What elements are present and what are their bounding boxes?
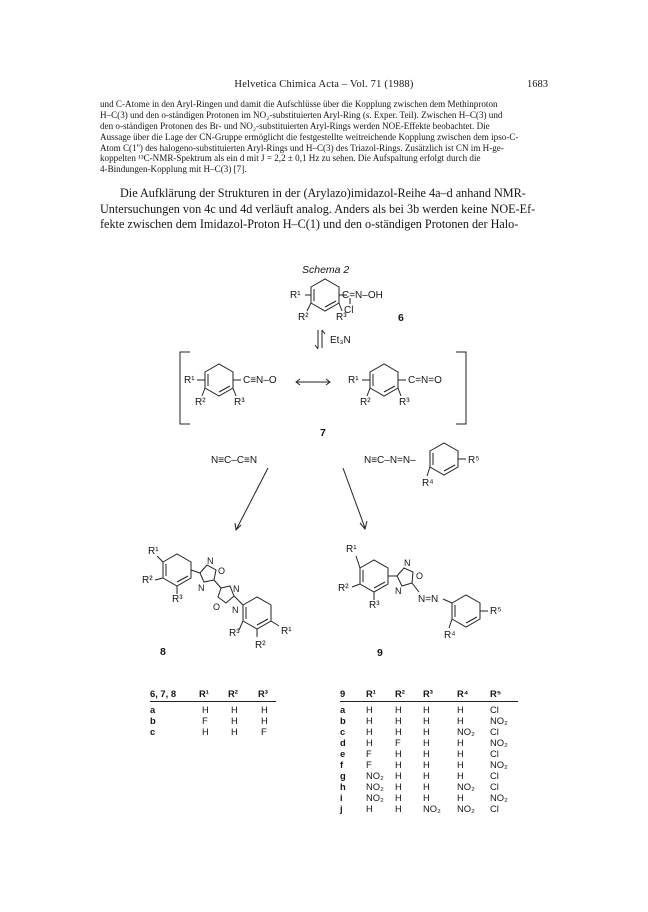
table-cell: H [423,737,430,748]
table-cell: H [423,781,430,792]
oxime-group: C=N–OH [342,290,383,301]
table-cell: H [366,715,373,726]
table-cell: H [395,704,402,715]
table-cell: H [261,704,268,715]
text-line: Aussage über die Lage der CN-Gruppe ermöglicht die festgestellte weitreichende Kopplung zwischen dem ipso-C- [100,131,519,142]
text-line: H–C(3) und den o-ständigen Protonen im NO₂-substituierten Aryl-Ring (s. Exper. Teil). Zwischen H–C(3) und [100,109,503,120]
table-cell: Cl [490,748,499,759]
scheme-title: Schema 2 [302,264,350,276]
table-cell: NO₂ [490,715,508,726]
table-header-cell: R⁵ [490,688,502,699]
substituent-label: R² [298,312,309,323]
table-rule [340,701,518,702]
table-header-cell: R³ [423,688,433,699]
nitrile-oxide-b: C=N=O [408,375,442,386]
table-cell: Cl [490,726,499,737]
ring-nitrogen: N [395,586,402,596]
table-header-cell: R² [395,688,405,699]
table-cell: NO₂ [490,737,508,748]
table-cell: H [457,792,464,803]
table-cell: H [366,803,373,814]
table-cell: H [457,715,464,726]
reagent-label: Et₃N [330,335,351,346]
table-cell: H [457,704,464,715]
compound-label-7: 7 [320,427,326,439]
substituent-label: R¹ [148,546,159,557]
substituent-label: R³ [229,628,240,639]
substituent-table-6-7-8 [150,688,276,740]
table-cell: H [395,748,402,759]
table-cell: Cl [490,803,499,814]
ring-nitrogen: N [404,558,411,568]
table-cell: H [366,737,373,748]
table-cell: Cl [490,770,499,781]
table-cell: H [423,759,430,770]
table-header-cell: R¹ [366,688,376,699]
table-cell: H [423,748,430,759]
journal-title: Helvetica Chimica Acta – Vol. 71 (1988) [234,79,414,90]
substituent-label: R¹ [348,375,359,386]
table-cell: H [366,704,373,715]
azo-nitrile: N≡C–N=N– [364,455,416,466]
table-cell: H [395,715,402,726]
table-cell: b [340,715,346,726]
table-cell: NO₂ [366,792,384,803]
table-cell: H [202,726,209,737]
table-cell: g [340,770,346,781]
substituent-label: R¹ [184,375,195,386]
cyanogen: N≡C–C≡N [211,455,258,466]
table-cell: NO₂ [457,726,475,737]
substituent-label: R² [338,583,349,594]
page-number: 1683 [527,79,548,90]
substituent-label: R² [360,397,371,408]
compound-label-6: 6 [398,312,404,324]
table-cell: H [395,759,402,770]
substituent-label: R¹ [346,544,357,555]
table-cell: F [366,759,372,770]
table-cell: NO₂ [457,781,475,792]
table-cell: H [423,770,430,781]
table-header-cell: 9 [340,688,346,699]
text-line: koppelten ¹³C-NMR-Spektrum als ein d mit J = 2,2 ± 0,1 Hz zu sehen. Die Aufspaltung erfolgt durch die [100,153,481,164]
ring-oxygen: O [218,566,226,576]
table-rule [150,701,276,702]
table-cell: H [395,792,402,803]
table-cell: NO₂ [490,792,508,803]
substituent-label: R³ [234,397,245,408]
table-cell: H [395,726,402,737]
table-cell: Cl [490,704,499,715]
substituent-label: R² [142,575,153,586]
table-cell: NO₂ [490,759,508,770]
substituent-label: R⁵ [468,455,480,466]
substituent-label: R³ [369,600,380,611]
table-cell: H [395,781,402,792]
table-cell: NO₂ [366,770,384,781]
compound-label-8: 8 [160,646,166,658]
table-cell: e [340,748,346,759]
compound-label-9: 9 [377,647,383,659]
substituent-label: R¹ [281,626,292,637]
table-cell: F [261,726,267,737]
table-cell: NO₂ [457,803,475,814]
text-line: fekte zwischen dem Imidazol-Proton H–C(1) und den o-ständigen Protonen der Halo- [100,217,519,232]
table-cell: H [457,770,464,781]
table-cell: H [395,803,402,814]
substituent-label: R³ [399,397,410,408]
table-cell: d [340,737,346,748]
table-cell: f [340,759,344,770]
table-cell: H [457,737,464,748]
table-header-cell: R³ [258,688,268,699]
table-cell: H [423,715,430,726]
oxime-chlorine: Cl [344,305,354,316]
ring-nitrogen: N [198,583,205,593]
table-header-cell: R¹ [199,688,209,699]
table-cell: H [202,704,209,715]
azo-group: N=N [418,594,439,605]
table-cell: h [340,781,346,792]
ring-nitrogen: N [207,556,214,566]
table-cell: H [423,704,430,715]
table-cell: i [340,792,343,803]
table-cell: H [231,704,238,715]
table-cell: H [231,726,238,737]
substituent-label: R⁵ [490,606,502,617]
table-cell: H [457,759,464,770]
table-header-cell: R² [228,688,238,699]
table-cell: a [150,704,156,715]
table-cell: H [457,748,464,759]
substituent-label: R³ [172,594,183,605]
ring-nitrogen: N [232,605,239,615]
substituent-label: R² [255,640,266,651]
table-cell: H [395,770,402,781]
text-line: 4-Bindungen-Kopplung mit H–C(3) [7]. [100,164,247,175]
table-cell: H [423,792,430,803]
table-cell: F [366,748,372,759]
substituent-table-9 [340,688,518,818]
table-cell: F [395,737,401,748]
substituent-label: R³ [336,312,347,323]
table-cell: F [202,715,208,726]
table-cell: NO₂ [366,781,384,792]
substituent-label: R¹ [290,290,301,301]
table-cell: c [150,726,156,737]
table-cell: c [340,726,346,737]
ring-oxygen: O [213,602,221,612]
table-cell: H [261,715,268,726]
table-cell: H [423,726,430,737]
ring-oxygen: O [416,571,424,581]
text-line: und C-Atome in den Aryl-Ringen und damit die Aufschlüsse über die Kopplung zwischen dem Methinproton [100,99,498,109]
substituent-label: R² [195,397,206,408]
table-header-cell: R⁴ [457,688,469,699]
substituent-label: R⁴ [444,630,456,641]
table-cell: b [150,715,156,726]
ring-nitrogen: N [233,584,240,594]
text-line: Atom C(1'') des halogeno-substituierten Aryl-Rings und H–C(3) des Triazol-Rings. Zusätzlich ist CN im H-ge- [100,142,504,153]
table-header-cell: 6, 7, 8 [150,688,177,699]
nitrile-oxide-a: C≡N–O [243,375,277,386]
text-line: Die Aufklärung der Strukturen in der (Arylazo)imidazol-Reihe 4a–d anhand NMR- [120,186,526,200]
substituent-label: R⁴ [422,478,434,489]
table-cell: H [366,726,373,737]
table-cell: a [340,704,346,715]
table-cell: NO₂ [423,803,441,814]
table-cell: j [340,803,343,814]
text-line: Untersuchungen von 4c und 4d verläuft analog. Anders als bei 3b werden keine NOE-Ef- [100,201,536,216]
table-cell: H [231,715,238,726]
table-cell: Cl [490,781,499,792]
text-line: den o-ständigen Protonen des Br- und NO₂-substituierten Aryl-Rings werden NOE-Effekte beobachtet. Die [100,120,490,131]
